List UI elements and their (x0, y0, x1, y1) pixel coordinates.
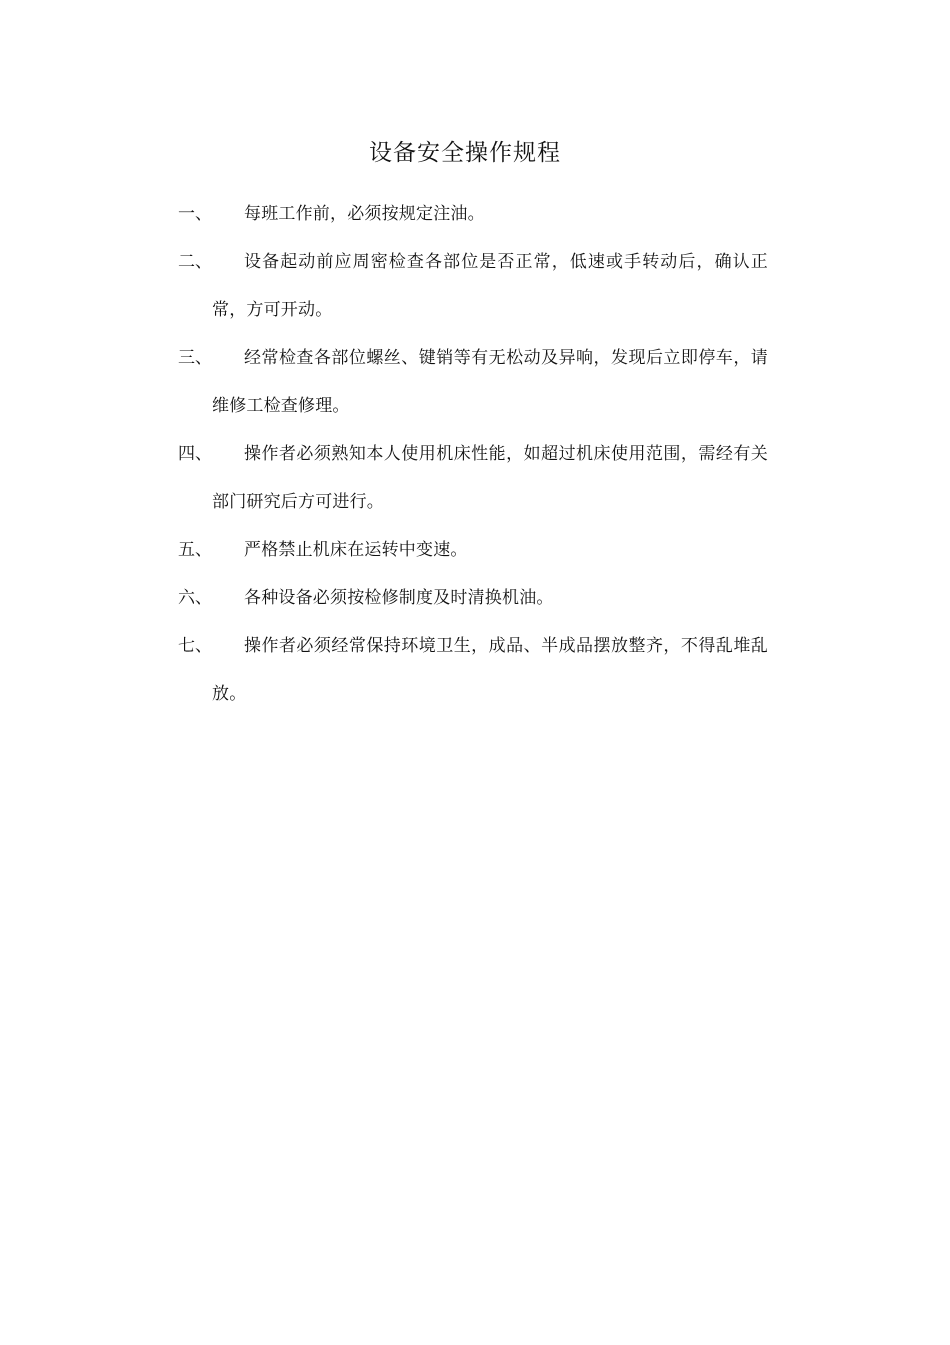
rule-number: 七、 (178, 636, 212, 656)
rule-number: 三、 (178, 348, 212, 368)
rules-list (178, 190, 768, 718)
rule-number: 二、 (178, 252, 212, 272)
rule-text: 操作者必须经常保持环境卫生，成品、半成品摆放整齐，不得乱堆乱放。 (212, 636, 768, 704)
rule-number: 五、 (178, 540, 212, 560)
rule-number: 一、 (178, 204, 212, 224)
rule-item-6 (178, 574, 768, 622)
rule-item-5 (178, 526, 768, 574)
rule-text: 严格禁止机床在运转中变速。 (244, 540, 468, 560)
rule-number: 四、 (178, 444, 212, 464)
rule-text: 各种设备必须按检修制度及时清换机油。 (244, 588, 554, 608)
rule-text: 设备起动前应周密检查各部位是否正常，低速或手转动后，确认正常，方可开动。 (212, 252, 768, 320)
rule-item-3 (178, 334, 768, 430)
rule-text: 每班工作前，必须按规定注油。 (244, 204, 485, 224)
rule-item-1 (178, 190, 768, 238)
rule-item-2 (178, 238, 768, 334)
rule-text: 经常检查各部位螺丝、键销等有无松动及异响，发现后立即停车，请维修工检查修理。 (212, 348, 768, 416)
rule-item-4 (178, 430, 768, 526)
page-title: 设备安全操作规程 (369, 140, 561, 166)
rule-number: 六、 (178, 588, 212, 608)
rule-text: 操作者必须熟知本人使用机床性能，如超过机床使用范围，需经有关部门研究后方可进行。 (212, 444, 768, 512)
rule-item-7 (178, 622, 768, 718)
